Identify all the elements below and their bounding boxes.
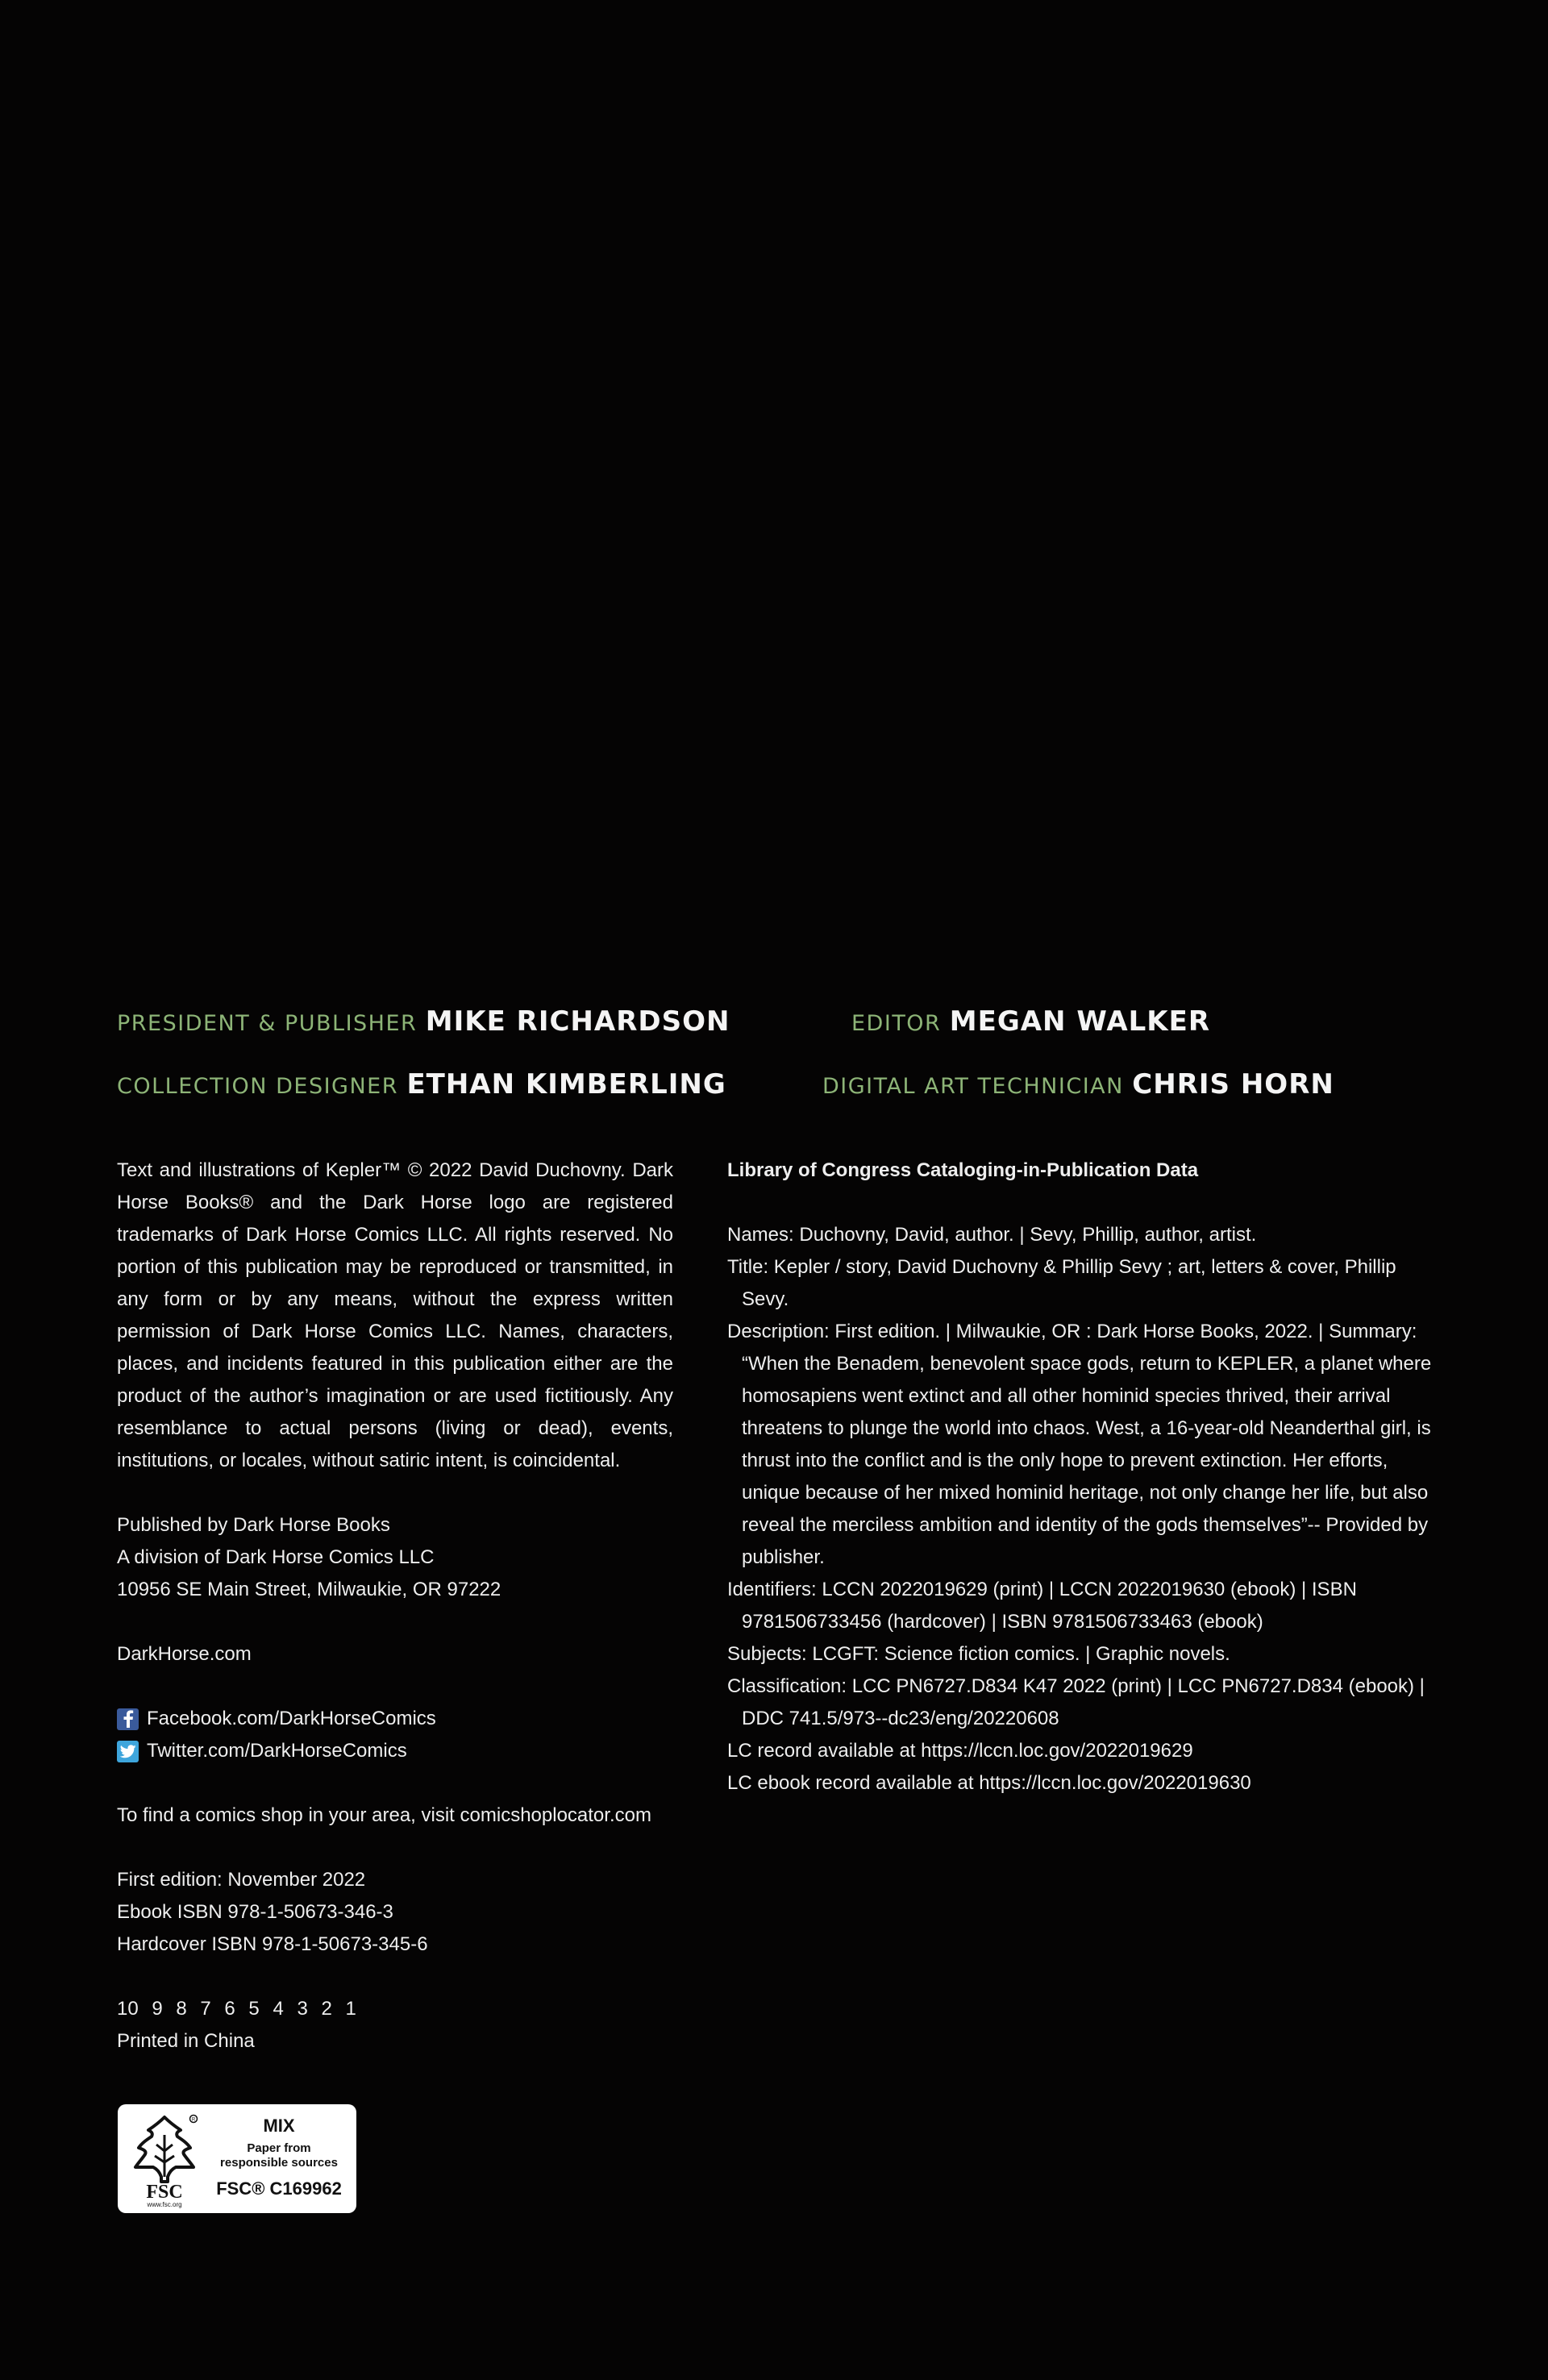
publisher-line-2: A division of Dark Horse Comics LLC bbox=[117, 1546, 435, 1568]
credit-name-publisher: MIKE RICHARDSON bbox=[425, 1005, 730, 1038]
shop-locator-block bbox=[117, 1800, 673, 1832]
twitter-link[interactable]: Twitter.com/DarkHorseComics bbox=[147, 1740, 407, 1762]
credit-name-designer: ETHAN KIMBERLING bbox=[406, 1068, 726, 1101]
printed-in: Printed in China bbox=[117, 2030, 255, 2052]
fsc-mix: MIX bbox=[263, 2116, 295, 2136]
cip-lc-ebook-record[interactable]: LC ebook record available at https://lccn.loc.gov/2022019630 bbox=[727, 1772, 1251, 1794]
credit-publisher bbox=[117, 1005, 730, 1038]
cip-lc-record[interactable]: LC record available at https://lccn.loc.gov/2022019629 bbox=[727, 1740, 1193, 1762]
facebook-link[interactable]: Facebook.com/DarkHorseComics bbox=[147, 1708, 436, 1729]
facebook-icon bbox=[117, 1708, 139, 1730]
fsc-desc-line-2: responsible sources bbox=[220, 2156, 338, 2170]
cip-title: Library of Congress Cataloging-in-Publication Data bbox=[727, 1159, 1199, 1181]
publisher-line-3: 10956 SE Main Street, Milwaukie, OR 97222 bbox=[117, 1579, 501, 1600]
credit-role-designer: COLLECTION DESIGNER bbox=[117, 1074, 398, 1099]
cip-column bbox=[727, 1155, 1437, 1800]
legal-notice: Text and illustrations of Kepler™ © 2022 David Duchovny. Dark Horse Books® and the Dark Horse logo are registered trademarks of Dark Horse Comics LLC. All rights reserved. No portion of this publication may be reproduced or transmitted, in any form or by any means, without the express written permission of Dark Horse Comics LLC. Names, characters, places, and incidents featured in this publication either are the product of the author’s imagination or are used fictitiously. Any resemblance to actual persons (living or dead), events, institutions, or locales, without satiric intent, is coincidental. bbox=[117, 1159, 673, 1471]
credit-role-publisher: PRESIDENT & PUBLISHER bbox=[117, 1011, 418, 1036]
cip-subjects: Subjects: LCGFT: Science fiction comics. | Graphic novels. bbox=[727, 1643, 1230, 1665]
credit-editor bbox=[851, 1005, 1211, 1038]
credit-name-editor: MEGAN WALKER bbox=[949, 1005, 1211, 1038]
cip-names: Names: Duchovny, David, author. | Sevy, Phillip, author, artist. bbox=[727, 1224, 1257, 1246]
shop-locator-text: To find a comics shop in your area, visit comicshoplocator.com bbox=[117, 1804, 651, 1826]
printing-block bbox=[117, 1993, 673, 2058]
twitter-line bbox=[117, 1735, 673, 1767]
credit-role-technician: DIGITAL ART TECHNICIAN bbox=[822, 1074, 1124, 1099]
fsc-logo-text: FSC bbox=[146, 2182, 183, 2203]
cip-description: Description: First edition. | Milwaukie, OR : Dark Horse Books, 2022. | Summary: “When the Benadem, benevolent space gods, return to KEPLER, a planet where homosapiens went extinct and all other hominid species thrived, their arrival threatens to plunge the world into chaos. West, a 16-year-old Neanderthal girl, is thrust into the conflict and is the only hope to prevent extinction. Her efforts, unique because of her mixed hominid heritage, not only change her life, but also reveal the merciless ambition and identity of the gods themselves”-- Provided by publisher. bbox=[727, 1321, 1432, 1568]
website-link[interactable]: DarkHorse.com bbox=[117, 1643, 252, 1665]
social-block bbox=[117, 1703, 673, 1767]
cip-identifiers: Identifiers: LCCN 2022019629 (print) | LCCN 2022019630 (ebook) | ISBN 9781506733456 (hardcover) | ISBN 9781506733463 (ebook) bbox=[727, 1579, 1357, 1633]
fsc-logo-url: www.fsc.org bbox=[147, 2201, 182, 2208]
left-column bbox=[117, 1155, 673, 2090]
publisher-line-1: Published by Dark Horse Books bbox=[117, 1514, 390, 1536]
first-edition: First edition: November 2022 bbox=[117, 1869, 366, 1891]
credit-technician bbox=[822, 1068, 1334, 1101]
fsc-text-block bbox=[206, 2116, 352, 2199]
credit-role-editor: EDITOR bbox=[851, 1011, 942, 1036]
credit-name-technician: CHRIS HORN bbox=[1132, 1068, 1334, 1101]
publisher-address bbox=[117, 1509, 673, 1606]
edition-block bbox=[117, 1864, 673, 1961]
fsc-code: FSC® C169962 bbox=[216, 2178, 342, 2199]
facebook-line bbox=[117, 1703, 673, 1735]
cip-title-entry: Title: Kepler / story, David Duchovny & Phillip Sevy ; art, letters & cover, Phillip Sevy. bbox=[727, 1256, 1396, 1310]
fsc-label bbox=[118, 2104, 356, 2213]
printing-number-line: 10 9 8 7 6 5 4 3 2 1 bbox=[117, 1998, 356, 2020]
twitter-icon bbox=[117, 1741, 139, 1762]
website-block bbox=[117, 1638, 673, 1671]
cip-classification: Classification: LCC PN6727.D834 K47 2022 (print) | LCC PN6727.D834 (ebook) | DDC 741.5/973--dc23/eng/20220608 bbox=[727, 1675, 1425, 1729]
hardcover-isbn: Hardcover ISBN 978-1-50673-345-6 bbox=[117, 1933, 428, 1955]
ebook-isbn: Ebook ISBN 978-1-50673-346-3 bbox=[117, 1901, 393, 1923]
fsc-desc-line-1: Paper from bbox=[247, 2141, 311, 2155]
fsc-tree-logo-icon bbox=[129, 2112, 200, 2209]
svg-text:R: R bbox=[191, 2117, 196, 2123]
credit-designer bbox=[117, 1068, 726, 1101]
